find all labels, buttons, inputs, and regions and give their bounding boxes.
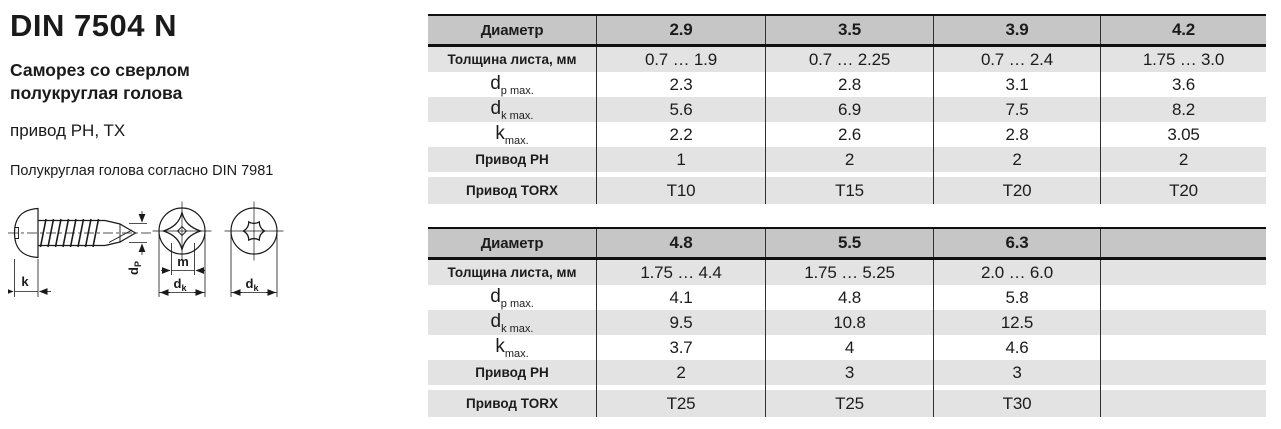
table-cell: 1 [596, 147, 765, 172]
table-row-drive-ph [428, 360, 1266, 385]
table-cell: 9.5 [596, 310, 765, 335]
table-cell: 2.8 [765, 72, 933, 97]
table-row-dp-max [428, 72, 1266, 97]
table-header-row [428, 14, 1266, 47]
row-label: Привод PH [428, 147, 596, 172]
table-cell: 3 [765, 360, 933, 385]
dk-dim-label-tx: $d_k$ [245, 276, 259, 293]
table-row-dk-max [428, 310, 1266, 335]
diameter-col: 4.2 [1100, 16, 1266, 44]
table-row-drive-ph [428, 147, 1266, 172]
row-label: Толщина листа, мм [428, 260, 596, 285]
table-cell: 12.5 [933, 310, 1100, 335]
table-cell: 6.9 [765, 97, 933, 122]
spec-table-large-diameters [428, 227, 1266, 417]
head-standard-note: Полукруглая голова согласно DIN 7981 [10, 163, 274, 179]
diameter-col: 3.5 [765, 16, 933, 44]
row-label: Привод TORX [428, 390, 596, 417]
table-cell: 7.5 [933, 97, 1100, 122]
table-cell: 1.75 … 5.25 [765, 260, 933, 285]
row-label: Привод PH [428, 360, 596, 385]
spec-table-small-diameters [428, 14, 1266, 204]
table-row-k-max [428, 335, 1266, 360]
diameter-col: 6.3 [933, 229, 1100, 257]
table-cell: 0.7 … 1.9 [596, 47, 765, 72]
table-cell: 0.7 … 2.25 [765, 47, 933, 72]
table-cell: 4.6 [933, 335, 1100, 360]
table-cell: 2.2 [596, 122, 765, 147]
table-row-dp-max [428, 285, 1266, 310]
table-cell: 2.8 [933, 122, 1100, 147]
table-cell: 3.05 [1100, 122, 1266, 147]
table-cell [1100, 390, 1266, 417]
table-cell: T15 [765, 177, 933, 204]
table-cell: 2 [933, 147, 1100, 172]
table-cell: 5.6 [596, 97, 765, 122]
table-cell [1100, 285, 1266, 310]
table-cell: T30 [933, 390, 1100, 417]
table-cell: 2 [1100, 147, 1266, 172]
table-row-dk-max [428, 97, 1266, 122]
header-label: Диаметр [428, 16, 596, 44]
table-row-drive-torx [428, 390, 1266, 417]
table-cell: 2 [596, 360, 765, 385]
table-cell [1100, 335, 1266, 360]
dk-dim-label-ph: $d_k$ [173, 276, 187, 293]
left-panel [10, 0, 428, 429]
m-dim-label: m [177, 254, 189, 269]
row-label: $d_{p max.}$ [428, 285, 596, 310]
table-cell: 3.1 [933, 72, 1100, 97]
table-row-drive-torx [428, 177, 1266, 204]
row-label: $k_{max.}$ [428, 335, 596, 360]
table-cell: T25 [596, 390, 765, 417]
table-row-k-max [428, 122, 1266, 147]
table-cell: 2.6 [765, 122, 933, 147]
table-row-thickness [428, 47, 1266, 72]
screw-side-view [8, 209, 154, 298]
table-cell [1100, 360, 1266, 385]
table-cell: T10 [596, 177, 765, 204]
table-header-row [428, 227, 1266, 260]
table-cell [1100, 310, 1266, 335]
k-dim-label: k [21, 274, 29, 289]
table-cell: 1.75 … 4.4 [596, 260, 765, 285]
row-label: $d_{p max.}$ [428, 72, 596, 97]
dp-dim-label: $d_P$ [126, 261, 143, 275]
table-cell: 3.6 [1100, 72, 1266, 97]
page-title: DIN 7504 N [10, 8, 177, 43]
table-cell: 3 [933, 360, 1100, 385]
header-label: Диаметр [428, 229, 596, 257]
table-cell: T20 [1100, 177, 1266, 204]
technical-drawing [8, 196, 318, 336]
row-label: $d_{k max.}$ [428, 97, 596, 122]
row-label: Привод TORX [428, 177, 596, 204]
diameter-col: 5.5 [765, 229, 933, 257]
table-cell: 0.7 … 2.4 [933, 47, 1100, 72]
row-label: $d_{k max.}$ [428, 310, 596, 335]
table-cell: 1.75 … 3.0 [1100, 47, 1266, 72]
table-cell: 8.2 [1100, 97, 1266, 122]
table-cell: 2.3 [596, 72, 765, 97]
table-cell: 2 [765, 147, 933, 172]
table-cell: 10.8 [765, 310, 933, 335]
table-cell: T25 [765, 390, 933, 417]
row-label: $k_{max.}$ [428, 122, 596, 147]
table-cell: T20 [933, 177, 1100, 204]
diameter-col: 3.9 [933, 16, 1100, 44]
table-cell: 4.1 [596, 285, 765, 310]
screw-drawing-svg [8, 196, 318, 331]
table-cell: 4 [765, 335, 933, 360]
table-cell [1100, 260, 1266, 285]
diameter-col: 4.8 [596, 229, 765, 257]
table-cell: 5.8 [933, 285, 1100, 310]
drive-note: привод PH, TX [10, 121, 126, 140]
product-subtitle: Саморез со сверлом полукруглая голова [10, 60, 190, 104]
table-cell: 2.0 … 6.0 [933, 260, 1100, 285]
table-row-thickness [428, 260, 1266, 285]
table-cell: 3.7 [596, 335, 765, 360]
diameter-col [1100, 229, 1266, 257]
row-label: Толщина листа, мм [428, 47, 596, 72]
table-cell: 4.8 [765, 285, 933, 310]
diameter-col: 2.9 [596, 16, 765, 44]
